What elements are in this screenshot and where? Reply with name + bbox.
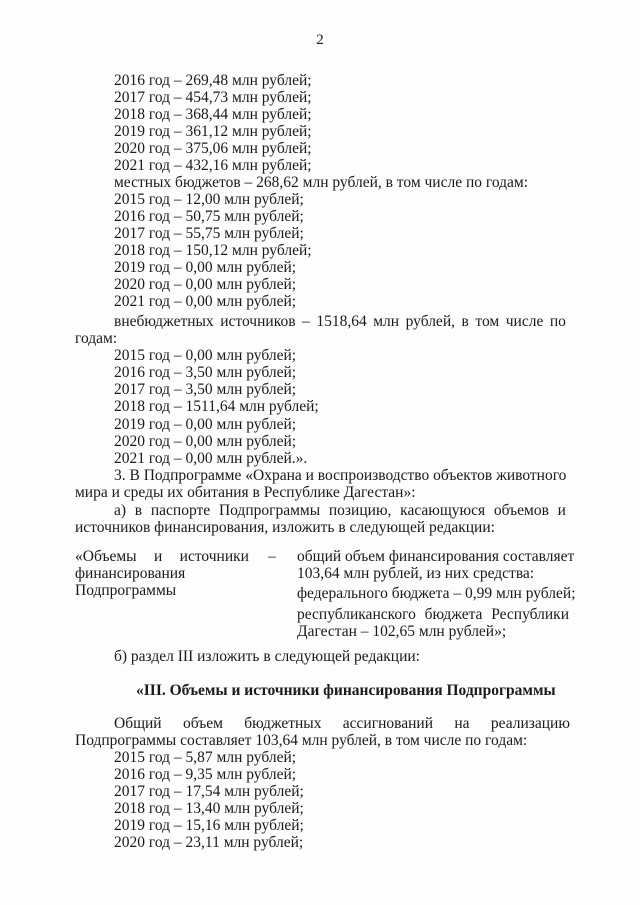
para-line2: Подпрограммы составляет 103,64 млн рублей, в том числе по годам: (75, 732, 528, 749)
word: на (454, 715, 470, 732)
word: 1518,64 (316, 313, 367, 330)
budget-year-line: 2019 год – 361,12 млн рублей; (114, 123, 312, 140)
program-year-line: 2016 год – 9,35 млн рублей; (114, 766, 297, 783)
extrabudget-heading (114, 313, 566, 330)
budget-year-line: 2017 год – 454,73 млн рублей; (114, 89, 312, 106)
extra-year-line: 2018 год – 1511,64 млн рублей; (114, 398, 319, 415)
word: паспорте (150, 502, 211, 519)
table-right-line1: общий объем финансирования составляет (297, 548, 575, 565)
item-a-text (114, 502, 566, 519)
word: в (461, 313, 469, 330)
extra-year-line: 2017 год – 3,50 млн рублей; (114, 381, 297, 398)
table-right-line4 (297, 606, 569, 623)
local-year-line: 2017 год – 55,75 млн рублей; (114, 225, 304, 242)
extra-year-line: 2016 год – 3,50 млн рублей; (114, 364, 297, 381)
local-budget-heading: местных бюджетов – 268,62 млн рублей, в том числе по годам: (114, 174, 529, 191)
word: ассигнований (342, 715, 434, 732)
word: источники (179, 548, 249, 565)
budget-year-line: 2016 год – 269,48 млн рублей; (114, 72, 312, 89)
table-dash: – (268, 548, 276, 565)
word: том (475, 313, 500, 330)
table-left-line3: Подпрограммы (75, 582, 177, 599)
word: и (153, 548, 163, 565)
table-left-line2: финансирования (75, 565, 186, 582)
local-year-line: 2021 год – 0,00 млн рублей; (114, 293, 297, 310)
local-year-line: 2015 год – 12,00 млн рублей; (114, 191, 304, 208)
para-line1 (114, 715, 570, 732)
word: числе (505, 313, 544, 330)
extrabudget-heading-cont: годам: (75, 330, 118, 347)
word: – (302, 313, 310, 330)
extra-year-line: 2021 год – 0,00 млн рублей.». (114, 450, 308, 467)
word: и (557, 502, 566, 519)
word: рублей, (405, 313, 455, 330)
word: Республики (491, 606, 569, 623)
word: внебюджетных (114, 313, 214, 330)
local-year-line: 2018 год – 150,12 млн рублей; (114, 242, 312, 259)
item3-text: 3. В Подпрограмме «Охрана и воспроизводство объектов животного (114, 467, 567, 484)
program-year-line: 2018 год – 13,40 млн рублей; (114, 800, 304, 817)
word: Общий (114, 715, 162, 732)
item3-text-cont: мира и среды их обитания в Республике Дагестан»: (75, 484, 416, 501)
extra-year-line: 2020 год – 0,00 млн рублей; (114, 433, 297, 450)
budget-year-line: 2020 год – 375,06 млн рублей; (114, 140, 312, 157)
word: бюджета (424, 606, 483, 623)
word: источников (220, 313, 296, 330)
page-number: 2 (316, 32, 324, 48)
local-year-line: 2020 год – 0,00 млн рублей; (114, 276, 297, 293)
program-year-line: 2017 год – 17,54 млн рублей; (114, 783, 304, 800)
program-year-line: 2019 год – 15,16 млн рублей; (114, 817, 304, 834)
word: объемов (493, 502, 549, 519)
word: объем (182, 715, 223, 732)
word: «Объемы (75, 548, 137, 565)
word: млн (373, 313, 400, 330)
word: касающуюся (400, 502, 486, 519)
word: реализацию (490, 715, 570, 732)
word: по (549, 313, 566, 330)
word: Подпрограммы (218, 502, 321, 519)
budget-year-line: 2018 год – 368,44 млн рублей; (114, 106, 312, 123)
word: а) (114, 502, 127, 519)
table-left-line1 (75, 548, 249, 565)
table-right-line3: федерального бюджета – 0,99 млн рублей; (297, 585, 576, 602)
word: в (134, 502, 143, 519)
section-title: «III. Объемы и источники финансирования Подпрограммы (136, 682, 556, 699)
word: позицию, (328, 502, 392, 519)
item-a-text-cont: источников финансирования, изложить в следующей редакции: (75, 519, 495, 536)
local-year-line: 2019 год – 0,00 млн рублей; (114, 259, 297, 276)
budget-year-line: 2021 год – 432,16 млн рублей; (114, 157, 312, 174)
word: бюджетных (244, 715, 322, 732)
table-right-line5: Дагестан – 102,65 млн рублей»; (297, 623, 507, 640)
word: республиканского (297, 606, 416, 623)
local-year-line: 2016 год – 50,75 млн рублей; (114, 208, 304, 225)
extra-year-line: 2019 год – 0,00 млн рублей; (114, 416, 297, 433)
extra-year-line: 2015 год – 0,00 млн рублей; (114, 347, 297, 364)
program-year-line: 2015 год – 5,87 млн рублей; (114, 749, 297, 766)
table-right-line2: 103,64 млн рублей, из них средства: (297, 565, 535, 582)
program-year-line: 2020 год – 23,11 млн рублей; (114, 834, 304, 851)
item-b-text: б) раздел III изложить в следующей редакции: (114, 648, 420, 665)
